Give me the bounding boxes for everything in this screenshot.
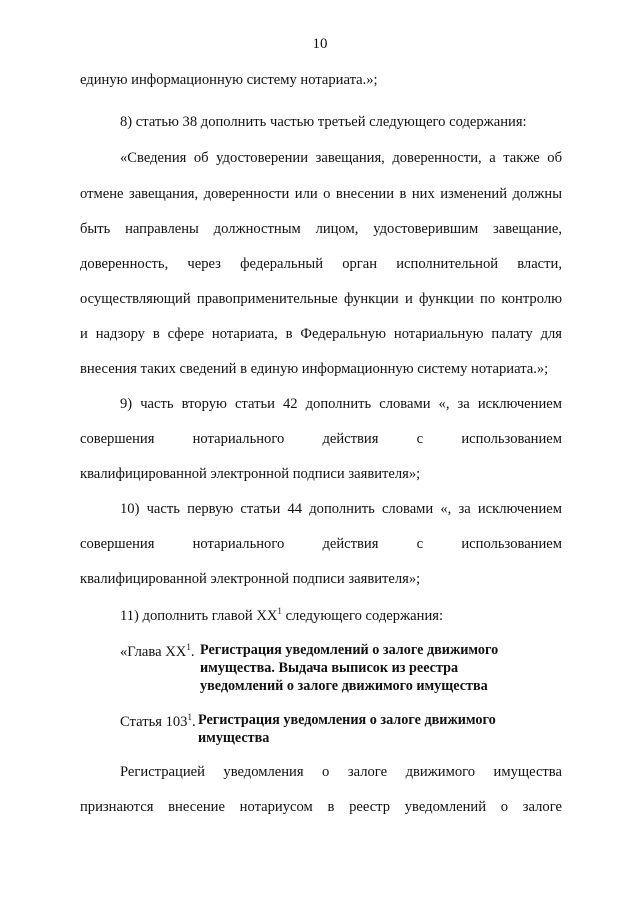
text-line: 9) часть вторую статьи 42 дополнить словами «, за исключением (120, 396, 562, 412)
text-line: отмене завещания, доверенности или о внесении в них изменений должны (80, 186, 562, 202)
text-line: квалифицированной электронной подписи заявителя»; (80, 571, 421, 587)
chapter-label: «Глава $XX^1$. (120, 642, 195, 660)
text-line: Регистрацией уведомления о залоге движимого имущества (120, 764, 562, 780)
text-line: признаются внесение нотариусом в реестр уведомлений о залоге (80, 799, 562, 815)
text-line: доверенность, через федеральный орган исполнительной власти, (80, 256, 562, 272)
text-line: и надзору в сфере нотариата, в Федеральную нотариальную палату для (80, 326, 562, 342)
chapter-title-line: Регистрация уведомлений о залоге движимого (200, 642, 499, 658)
text-line: совершения нотариального действия с использованием (80, 431, 562, 447)
text-line: совершения нотариального действия с использованием (80, 536, 562, 552)
text-line: единую информационную систему нотариата.»; (80, 72, 378, 88)
page-number: 10 (312, 36, 328, 52)
text-line: «Сведения об удостоверении завещания, доверенности, а также об (120, 150, 562, 166)
article-label: Статья $103^1$. (120, 712, 196, 730)
chapter-title-line: уведомлений о залоге движимого имущества (200, 678, 488, 694)
chapter-intro: 11) дополнить главой $XX^1$ следующего содержания: (120, 606, 444, 624)
chapter-title-line: имущества. Выдача выписок из реестра (200, 660, 459, 676)
text-line: 10) часть первую статьи 44 дополнить словами «, за исключением (120, 501, 562, 517)
text-line: квалифицированной электронной подписи заявителя»; (80, 466, 421, 482)
text-line: 8) статью 38 дополнить частью третьей следующего содержания: (120, 114, 527, 130)
text-line: быть направлены должностным лицом, удостоверившим завещание, (80, 221, 562, 237)
text-line: осуществляющий правоприменительные функции и функции по контролю (80, 291, 562, 307)
article-title-line: имущества (198, 730, 270, 746)
text-line: внесения таких сведений в единую информационную систему нотариата.»; (80, 361, 549, 377)
article-title-line: Регистрация уведомления о залоге движимого (198, 712, 496, 728)
